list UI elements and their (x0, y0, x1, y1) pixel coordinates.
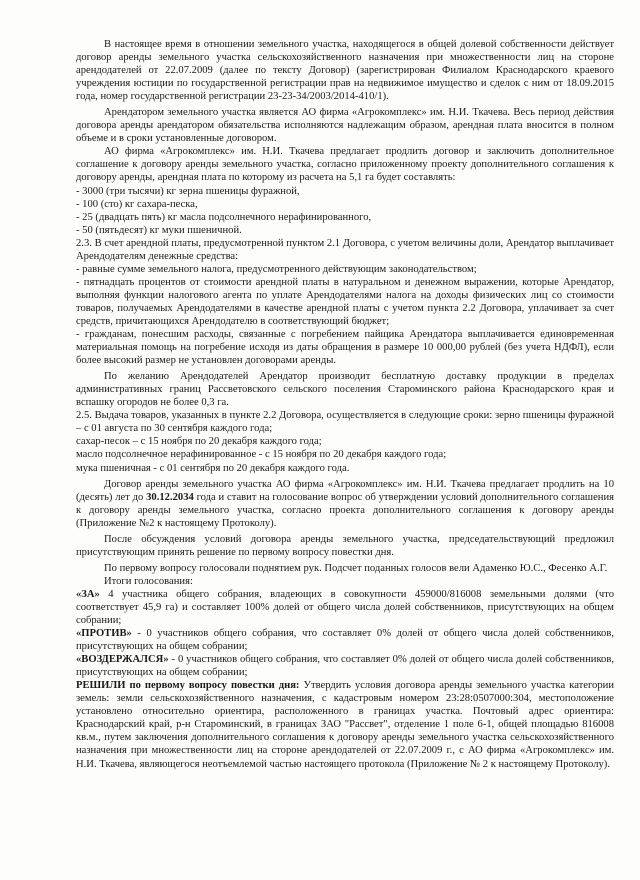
vote-against-text: - 0 участников общего собрания, что составляет 0% долей от общего числа долей собственников, присутствующих на общем собрании; (76, 628, 614, 653)
vote-against (76, 627, 614, 653)
rent-item-wheat: - 3000 (три тысячи) кг зерна пшеницы фуражной, (76, 185, 300, 197)
rent-item-flour: - 50 (пятьдесят) кг муки пшеничной. (76, 224, 242, 236)
paragraph-tenant: Арендатором земельного участка является АО фирма «Агрокомплекс» им. Н.И. Ткачева. Весь период действия договора аренды арендатором обязательства исполняются надлежащим образом, арендная плата вносится в полном объеме и в сроки установленные договором. (76, 107, 614, 145)
clause-2-5: 2.5. Выдача товаров, указанных в пункте 2.2 Договора, осуществляется в следующие сроки: зерно пшеницы фуражной – с 01 августа по 30 сентября каждого года; (76, 410, 614, 435)
decision (76, 679, 614, 770)
heading-vote-results: Итоги голосования: (104, 575, 193, 587)
vote-for (76, 588, 614, 627)
clause-2-3: 2.3. В счет арендной платы, предусмотренной пунктом 2.1 Договора, с учетом величины доли, Арендатор выплачивает Арендодателям денежные средства: (76, 237, 614, 262)
rent-item-sugar: - 100 (сто) кг сахара-песка, (76, 198, 198, 210)
clause-2-3-funeral: - гражданам, понесшим расходы, связанные с погребением пайщика Арендатора выплачивается единовременная материальная помощь на погребение исходя из даты обращения в размере 10 000,00 рублей (без учета НДФЛ), если более высокий размер не установлен договорами аренды. (76, 329, 614, 367)
paragraph-proposal: АО фирма «Агрокомплекс» им. Н.И. Ткачева предлагает продлить договор и заключить дополнительное соглашение к договору аренды земельного участка, согласно приложенному проекту дополнительного соглашения к договору аренды, арендная плата по которому из расчета на 5,1 га будет составлять: (76, 146, 614, 184)
vote-against-label: «ПРОТИВ» (76, 628, 132, 640)
paragraph-discussion: После обсуждения условий договора аренды земельного участка, председательствующий предложил присутствующим принять решение по первому вопросу повестки дня. (76, 533, 614, 558)
vote-abstain-text: - 0 участников общего собрания, что составляет 0% долей от общего числа долей собственников, присутствующих на общем собрании; (76, 654, 614, 679)
paragraph-extension (76, 478, 614, 530)
extension-text-end: года и ставит на голосование вопрос об утверждении условий дополнительного соглашения к договору аренды земельного участка, согласно проекта дополнительного соглашения к договору аренды (Приложение №2 к настоящему Протоколу). (76, 491, 614, 529)
clause-2-3-ndfl: - пятнадцать процентов от стоимости арендной платы в натуральном и денежном выражении, которые Арендатор, выполняя функции налогового агента по уплате Арендодателями налога на доходы физических лиц со стоимости товаров, получаемых Арендодателями в качестве арендной платы с учетом пункта 2.2 Договора, уплачивает за счет средств, причитающихся Арендодателю в соответствующий бюджет; (76, 276, 614, 327)
vote-abstain-label: «ВОЗДЕРЖАЛСЯ» (76, 654, 169, 666)
schedule-flour: мука пшеничная - с 01 сентября по 20 декабря каждого года. (76, 462, 350, 474)
vote-abstain (76, 653, 614, 679)
decision-label: РЕШИЛИ по первому вопросу повестки дня: (76, 680, 300, 692)
schedule-sugar: сахар-песок – с 15 ноября по 20 декабря каждого года; (76, 436, 322, 448)
extension-date: 30.12.2034 (146, 491, 194, 503)
paragraph-lease-status: В настоящее время в отношении земельного участка, находящегося в общей долевой собственности действует договор аренды земельного участка сельскохозяйственного назначения при множественности лиц на стороне арендодателей от 22.07.2009 (далее по тексту Договор) (зарегистрирован Филиалом Краснодарского краевого учреждения юстиции по государственной регистрации прав на недвижимое имущество и сделок с ним от 18.09.2015 года, номер государственной регистрации 23-23-34/2003/2014-410/1). (76, 39, 614, 103)
schedule-oil: масло подсолнечное нерафинированное - с 15 ноября по 20 декабря каждого года; (76, 449, 447, 461)
rent-item-oil: - 25 (двадцать пять) кг масла подсолнечного нерафинированного, (76, 211, 372, 223)
paragraph-delivery: По желанию Арендодателей Арендатор производит бесплатную доставку продукции в пределах административных границ Рассветовского сельского поселения Староминского района Краснодарского края и вспашку огородов не более 0,3 га. (76, 371, 614, 409)
vote-for-label: «ЗА» (76, 588, 100, 600)
extension-text-start: Договор аренды земельного участка АО фирма «Агрокомплекс» им. Н.И. Ткачева предлагает продлить на 10 (десять) лет до (76, 478, 614, 503)
paragraph-vote-count: По первому вопросу голосовали поднятием рук. Подсчет поданных голосов вели Адаменко Ю.С., Фесенко А.Г. (104, 562, 608, 574)
clause-2-3-tax: - равные сумме земельного налога, предусмотренного действующим законодательством; (76, 263, 477, 275)
vote-for-text: 4 участника общего собрания, владеющих в совокупности 459000/816008 земельными долями (что соответствует 45,9 га) и составляет 100% долей от общего числа долей собственников, присутствующих на общем собрании; (76, 588, 614, 627)
decision-text: Утвердить условия договора аренды земельного участка категории земель: земли сельскохозяйственного назначения, с кадастровым номером 23:28:0507000:304, местоположение установлено относительно ориентира, расположенного в границах участка. Почтовый адрес ориентира: Краснодарский край, р-н Староминский, в границах ЗАО "Рассвет", отделение 1 поле 6-1, общей площадью 816008 кв.м., путем заключения дополнительного соглашения к договору аренды земельного участка сельскохозяйственного назначения при множественности лиц на стороне арендодателей от 22.07.2009 г., с АО фирма «Агрокомплекс» им. Н.И. Ткачева, являющегося неотъемлемой частью настоящего протокола (Приложение № 2 к настоящему Протоколу). (76, 680, 614, 770)
